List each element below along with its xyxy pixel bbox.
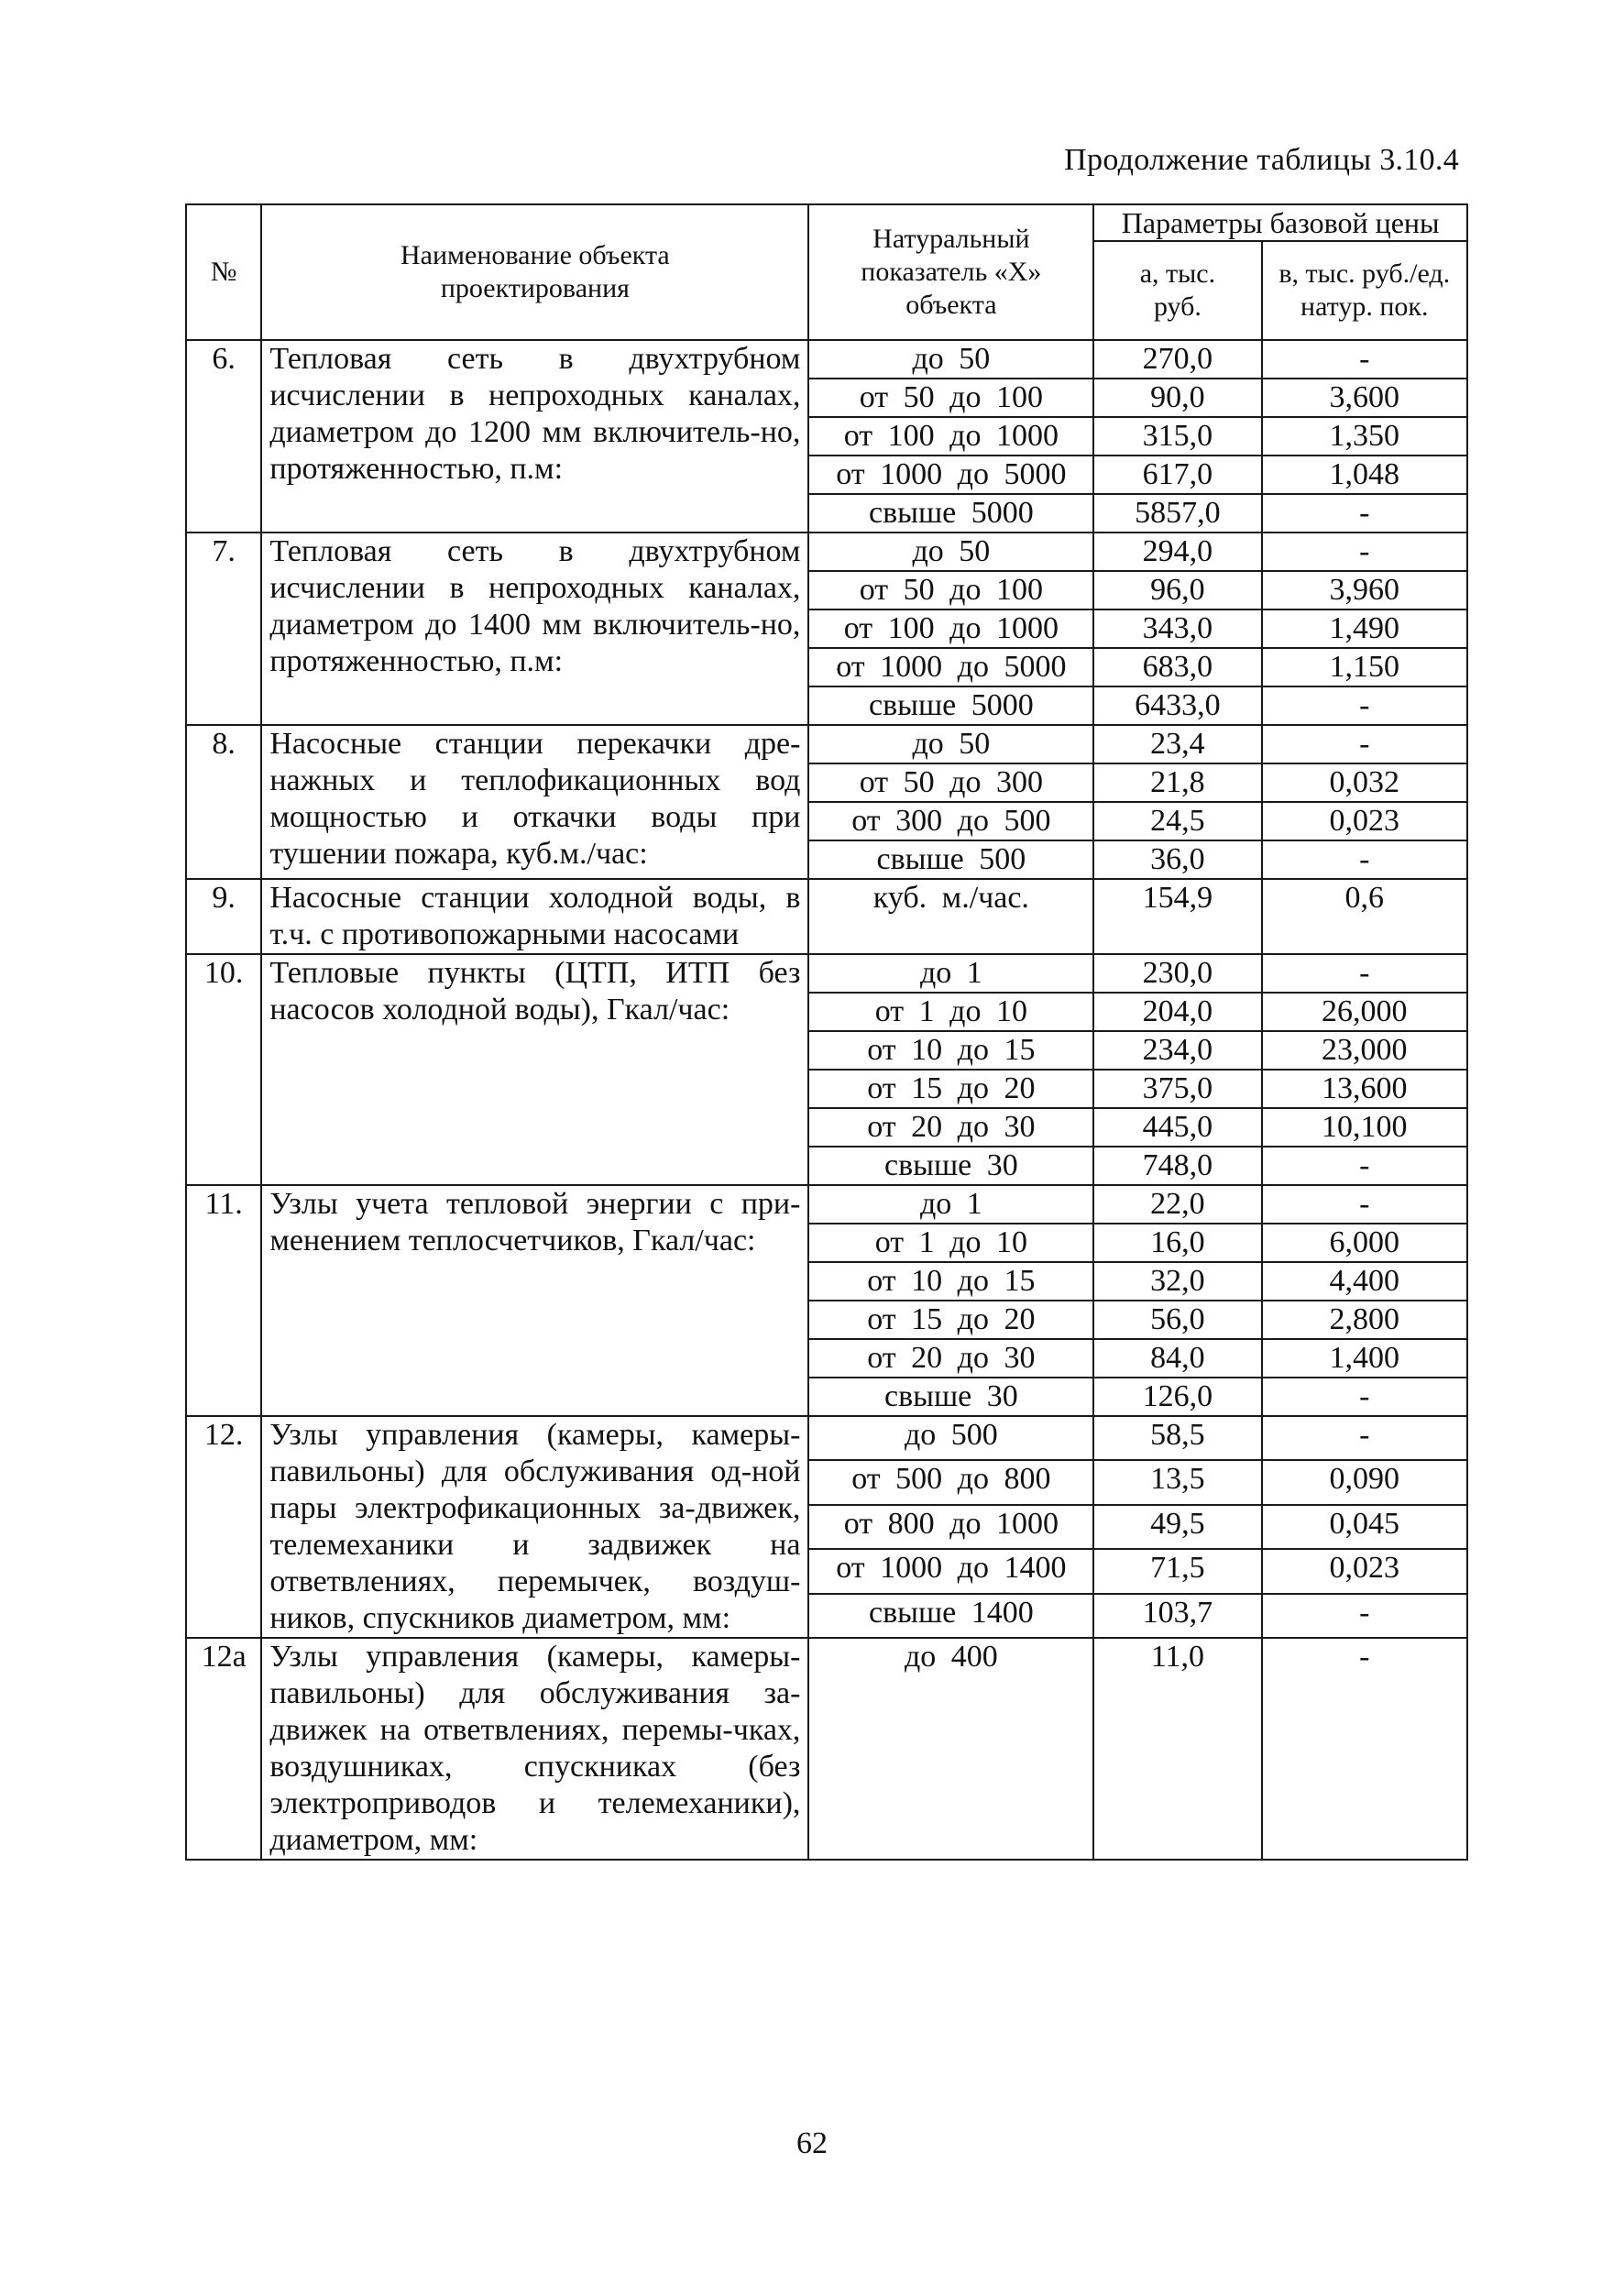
param-b-value: -	[1262, 1147, 1467, 1185]
header-natural-indicator: Натуральный показатель «X» объекта	[808, 204, 1093, 340]
param-a-value: 49,5	[1093, 1505, 1261, 1549]
table-body	[186, 340, 1467, 1860]
natural-indicator-range: до 50	[808, 340, 1093, 379]
header-name: Наименование объекта проектирования	[261, 204, 808, 340]
table-row	[186, 1416, 1467, 1460]
param-b-value: 6,000	[1262, 1224, 1467, 1262]
param-b-value: 2,800	[1262, 1301, 1467, 1339]
param-a-value: 11,0	[1093, 1638, 1261, 1860]
object-name: Насосные станции холодной воды, в т.ч. с противопожарными насосами	[261, 879, 808, 954]
natural-indicator-range: от 1000 до 1400	[808, 1549, 1093, 1593]
object-name: Тепловая сеть в двухтрубном исчислении в непроходных каналах, диаметром до 1400 мм включитель-но, протяженностью, п.м:	[261, 533, 808, 725]
param-a-value: 16,0	[1093, 1224, 1261, 1262]
page-number: 62	[796, 2126, 828, 2160]
natural-indicator-range: до 400	[808, 1638, 1093, 1860]
param-a-value: 36,0	[1093, 840, 1261, 879]
header-param-a: а, тыс. руб.	[1093, 241, 1261, 340]
param-b-value: -	[1262, 1378, 1467, 1416]
object-name: Узлы учета тепловой энергии с при-менением теплосчетчиков, Гкал/час:	[261, 1185, 808, 1416]
natural-indicator-range: свыше 5000	[808, 494, 1093, 533]
param-a-value: 234,0	[1093, 1031, 1261, 1070]
natural-indicator-range: свыше 1400	[808, 1594, 1093, 1638]
header-param-b: в, тыс. руб./ед. натур. пок.	[1262, 241, 1467, 340]
param-b-value: -	[1262, 725, 1467, 763]
param-b-value: 3,600	[1262, 379, 1467, 417]
param-a-value: 23,4	[1093, 725, 1261, 763]
natural-indicator-range: до 50	[808, 533, 1093, 571]
natural-indicator-range: от 300 до 500	[808, 802, 1093, 840]
object-name: Тепловые пункты (ЦТП, ИТП без насосов холодной воды), Гкал/час:	[261, 954, 808, 1185]
natural-indicator-range: от 800 до 1000	[808, 1505, 1093, 1549]
natural-indicator-range: от 1000 до 5000	[808, 456, 1093, 494]
table-continuation-title: Продолжение таблицы 3.10.4	[1064, 143, 1459, 177]
param-b-value: -	[1262, 1594, 1467, 1638]
param-b-value: 1,400	[1262, 1339, 1467, 1378]
item-number: 8.	[186, 725, 261, 879]
param-b-value: -	[1262, 954, 1467, 993]
param-b-value: 26,000	[1262, 993, 1467, 1031]
param-b-value: -	[1262, 840, 1467, 879]
param-a-value: 22,0	[1093, 1185, 1261, 1224]
param-a-value: 343,0	[1093, 609, 1261, 648]
item-number: 7.	[186, 533, 261, 725]
param-b-value: 0,6	[1262, 879, 1467, 954]
natural-indicator-range: свыше 5000	[808, 686, 1093, 725]
natural-indicator-range: до 1	[808, 1185, 1093, 1224]
item-number: 6.	[186, 340, 261, 533]
param-b-value: 4,400	[1262, 1262, 1467, 1301]
param-a-value: 445,0	[1093, 1108, 1261, 1147]
param-a-value: 58,5	[1093, 1416, 1261, 1460]
param-a-value: 126,0	[1093, 1378, 1261, 1416]
natural-indicator-range: до 1	[808, 954, 1093, 993]
natural-indicator-range: от 10 до 15	[808, 1262, 1093, 1301]
param-a-value: 5857,0	[1093, 494, 1261, 533]
param-b-value: 13,600	[1262, 1070, 1467, 1108]
param-b-value: 23,000	[1262, 1031, 1467, 1070]
param-a-value: 24,5	[1093, 802, 1261, 840]
natural-indicator-range: от 1 до 10	[808, 993, 1093, 1031]
natural-indicator-range: от 100 до 1000	[808, 417, 1093, 456]
param-a-value: 315,0	[1093, 417, 1261, 456]
param-a-value: 32,0	[1093, 1262, 1261, 1301]
param-b-value: 1,048	[1262, 456, 1467, 494]
param-b-value: 0,023	[1262, 1549, 1467, 1593]
natural-indicator-range: свыше 30	[808, 1147, 1093, 1185]
param-a-value: 21,8	[1093, 763, 1261, 802]
param-a-value: 204,0	[1093, 993, 1261, 1031]
table-row	[186, 1185, 1467, 1224]
param-a-value: 294,0	[1093, 533, 1261, 571]
natural-indicator-range: от 50 до 100	[808, 571, 1093, 609]
param-a-value: 6433,0	[1093, 686, 1261, 725]
param-a-value: 617,0	[1093, 456, 1261, 494]
param-b-value: 0,045	[1262, 1505, 1467, 1549]
param-b-value: -	[1262, 494, 1467, 533]
param-b-value: -	[1262, 1185, 1467, 1224]
object-name: Узлы управления (камеры, камеры-павильоны) для обслуживания од-ной пары электрофикационных за-движек, телемеханики и задвижек на ответвлениях, перемычек, воздуш-ников, спускников диаметром, мм:	[261, 1416, 808, 1638]
param-b-value: -	[1262, 686, 1467, 725]
natural-indicator-range: от 50 до 300	[808, 763, 1093, 802]
param-a-value: 154,9	[1093, 879, 1261, 954]
param-b-value: 3,960	[1262, 571, 1467, 609]
param-b-value: 0,032	[1262, 763, 1467, 802]
natural-indicator-range: от 500 до 800	[808, 1460, 1093, 1504]
param-a-value: 84,0	[1093, 1339, 1261, 1378]
table-header	[186, 204, 1467, 340]
natural-indicator-range: от 100 до 1000	[808, 609, 1093, 648]
table-row	[186, 340, 1467, 379]
param-a-value: 71,5	[1093, 1549, 1261, 1593]
param-a-value: 270,0	[1093, 340, 1261, 379]
natural-indicator-range: куб. м./час.	[808, 879, 1093, 954]
param-a-value: 375,0	[1093, 1070, 1261, 1108]
object-name: Насосные станции перекачки дре-нажных и теплофикационных вод мощностью и откачки воды при тушении пожара, куб.м./час:	[261, 725, 808, 879]
param-a-value: 90,0	[1093, 379, 1261, 417]
param-b-value: 1,490	[1262, 609, 1467, 648]
param-b-value: -	[1262, 340, 1467, 379]
natural-indicator-range: от 10 до 15	[808, 1031, 1093, 1070]
param-b-value: -	[1262, 1416, 1467, 1460]
table-row	[186, 533, 1467, 571]
natural-indicator-range: от 1000 до 5000	[808, 648, 1093, 686]
header-num: №	[186, 204, 261, 340]
object-name: Тепловая сеть в двухтрубном исчислении в непроходных каналах, диаметром до 1200 мм включитель-но, протяженностью, п.м:	[261, 340, 808, 533]
natural-indicator-range: до 50	[808, 725, 1093, 763]
param-b-value: 0,023	[1262, 802, 1467, 840]
natural-indicator-range: свыше 500	[808, 840, 1093, 879]
item-number: 12.	[186, 1416, 261, 1638]
param-a-value: 103,7	[1093, 1594, 1261, 1638]
param-a-value: 230,0	[1093, 954, 1261, 993]
param-a-value: 56,0	[1093, 1301, 1261, 1339]
header-base-price-params: Параметры базовой цены	[1093, 204, 1467, 241]
natural-indicator-range: от 50 до 100	[808, 379, 1093, 417]
natural-indicator-range: до 500	[808, 1416, 1093, 1460]
natural-indicator-range: от 1 до 10	[808, 1224, 1093, 1262]
natural-indicator-range: свыше 30	[808, 1378, 1093, 1416]
table-row	[186, 1638, 1467, 1860]
item-number: 9.	[186, 879, 261, 954]
table-row	[186, 954, 1467, 993]
item-number: 10.	[186, 954, 261, 1185]
natural-indicator-range: от 20 до 30	[808, 1339, 1093, 1378]
param-b-value: 1,350	[1262, 417, 1467, 456]
param-b-value: 10,100	[1262, 1108, 1467, 1147]
item-number: 11.	[186, 1185, 261, 1416]
param-b-value: 1,150	[1262, 648, 1467, 686]
param-a-value: 683,0	[1093, 648, 1261, 686]
natural-indicator-range: от 15 до 20	[808, 1301, 1093, 1339]
param-a-value: 96,0	[1093, 571, 1261, 609]
param-b-value: 0,090	[1262, 1460, 1467, 1504]
object-name: Узлы управления (камеры, камеры-павильоны) для обслуживания за-движек на ответвлениях, перемы-чках, воздушниках, спускниках (без электроприводов и телемеханики), диаметром, мм:	[261, 1638, 808, 1860]
param-b-value: -	[1262, 1638, 1467, 1860]
natural-indicator-range: от 20 до 30	[808, 1108, 1093, 1147]
item-number: 12а	[186, 1638, 261, 1860]
param-a-value: 748,0	[1093, 1147, 1261, 1185]
param-b-value: -	[1262, 533, 1467, 571]
base-price-table	[185, 203, 1468, 1861]
natural-indicator-range: от 15 до 20	[808, 1070, 1093, 1108]
table-row	[186, 879, 1467, 954]
param-a-value: 13,5	[1093, 1460, 1261, 1504]
table-row	[186, 725, 1467, 763]
